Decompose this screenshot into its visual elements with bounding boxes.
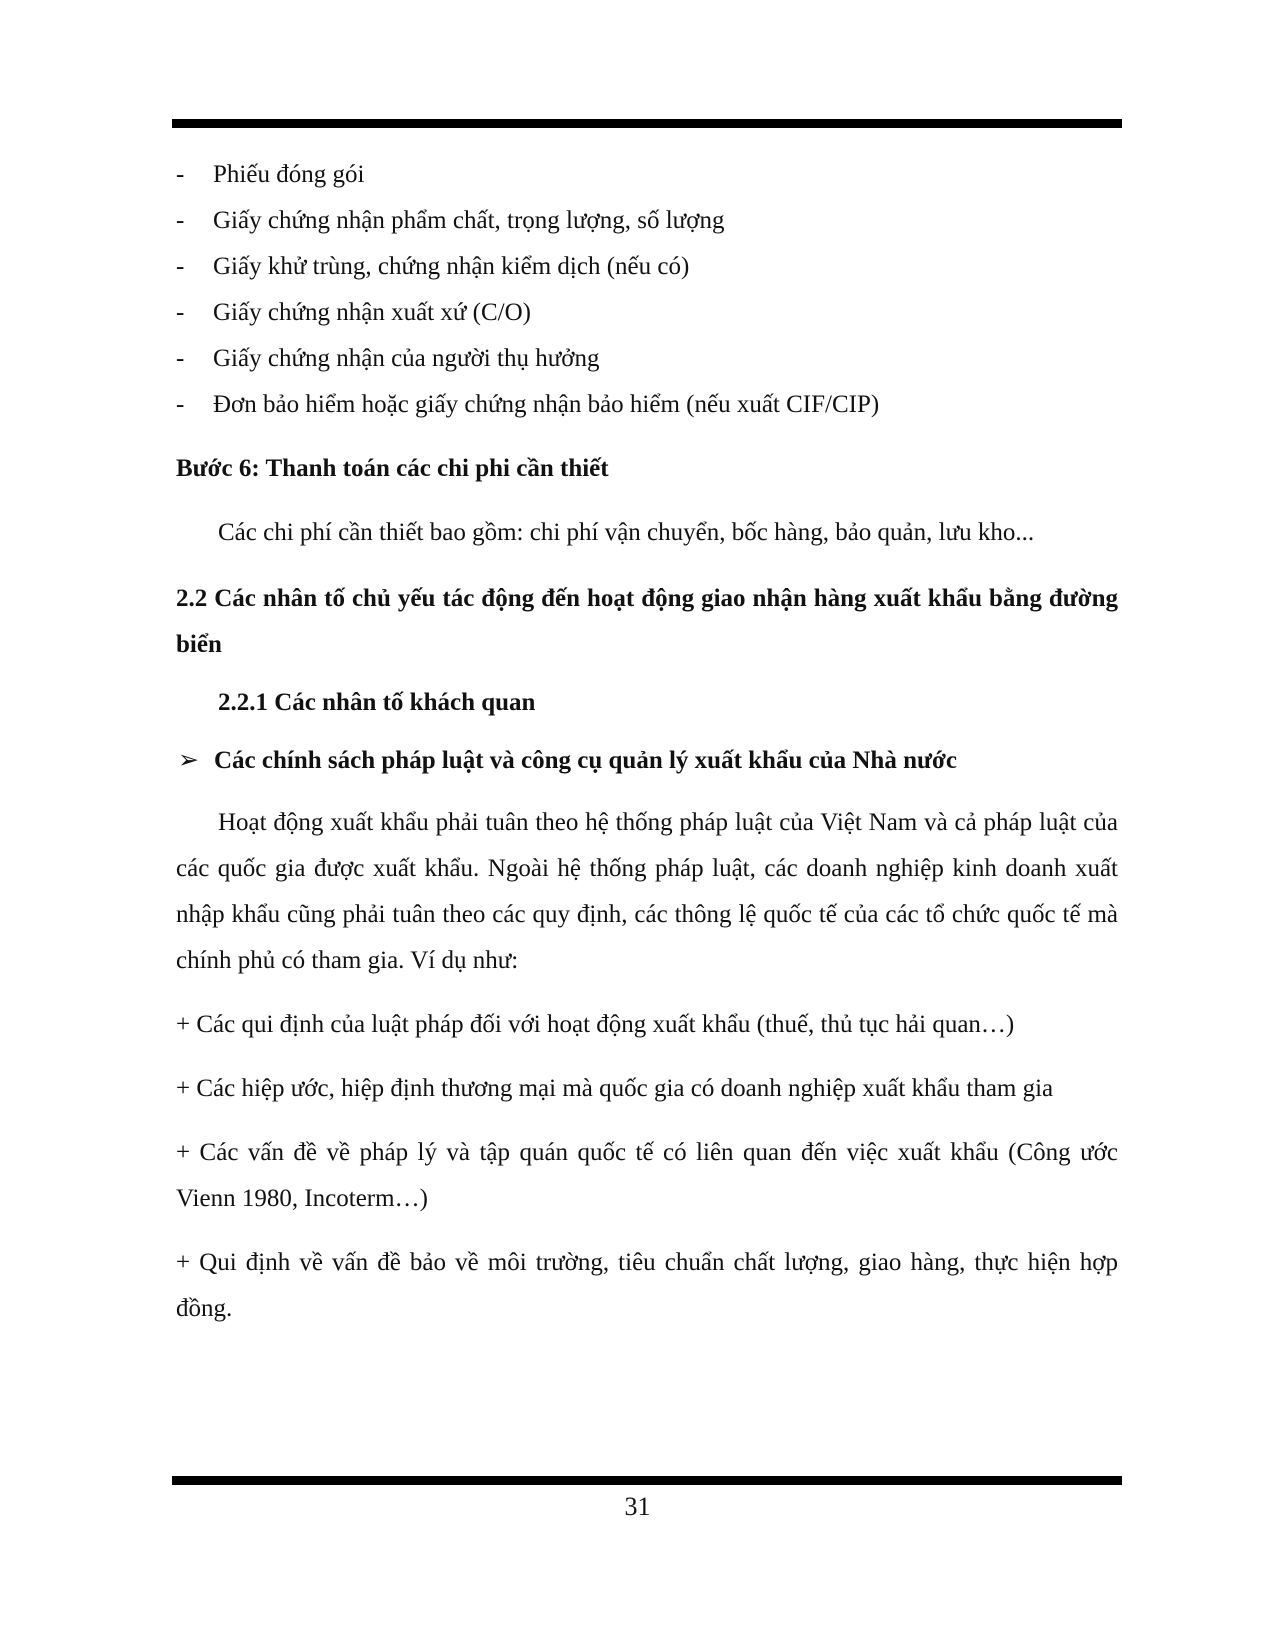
arrow-heading-row (176, 738, 1118, 784)
dash-marker: - (176, 161, 185, 188)
list-item (176, 336, 1118, 382)
list-item (176, 382, 1118, 428)
list-item-text: Giấy chứng nhận của người thụ hưởng (213, 345, 600, 372)
list-item-text: Giấy khử trùng, chứng nhận kiểm dịch (nếu có) (213, 253, 690, 280)
step-6-heading: Bước 6: Thanh toán các chi phi cần thiết (176, 455, 609, 482)
dash-marker: - (176, 299, 185, 326)
dash-marker: - (176, 253, 185, 280)
dash-marker: - (176, 345, 185, 372)
page-content (176, 152, 1118, 1332)
subsection-heading: 2.2.1 Các nhân tố khách quan (218, 689, 536, 716)
list-item-text: Đơn bảo hiểm hoặc giấy chứng nhận bảo hiểm (nếu xuất CIF/CIP) (213, 391, 880, 418)
list-item-text: Phiếu đóng gói (213, 161, 365, 188)
footer-rule (172, 1476, 1122, 1485)
dash-marker: - (176, 207, 185, 234)
plus-item: + Qui định về vấn đề bảo về môi trường, tiêu chuẩn chất lượng, giao hàng, thực hiện hợp đồng. (176, 1249, 1118, 1322)
document-list (176, 152, 1118, 428)
body-paragraph: Hoạt động xuất khẩu phải tuân theo hệ thống pháp luật của Việt Nam và cả pháp luật của các quốc gia được xuất khẩu. Ngoài hệ thống pháp luật, các doanh nghiệp kinh doanh xuất nhập khẩu cũng phải tuân theo các quy định, các thông lệ quốc tế của các tổ chức quốc tế mà chính phủ có tham gia. Ví dụ như: (176, 809, 1118, 974)
page-number: 31 (624, 1492, 651, 1521)
plus-item: + Các vấn đề về pháp lý và tập quán quốc tế có liên quan đến việc xuất khẩu (Công ước Vienn 1980, Incoterm…) (176, 1139, 1118, 1212)
list-item-text: Giấy chứng nhận xuất xứ (C/O) (213, 299, 532, 326)
step-6-text: Các chi phí cần thiết bao gồm: chi phí vận chuyển, bốc hàng, bảo quản, lưu kho... (218, 519, 1035, 546)
list-item (176, 290, 1118, 336)
plus-item: + Các hiệp ước, hiệp định thương mại mà quốc gia có doanh nghiệp xuất khẩu tham gia (176, 1075, 1054, 1102)
section-heading: 2.2 Các nhân tố chủ yếu tác động đến hoạt động giao nhận hàng xuất khẩu bằng đường biển (176, 585, 1118, 658)
plus-item: + Các qui định của luật pháp đối với hoạt động xuất khẩu (thuế, thủ tục hải quan…) (176, 1011, 1015, 1038)
list-item-text: Giấy chứng nhận phẩm chất, trọng lượng, số lượng (213, 207, 725, 234)
list-item (176, 244, 1118, 290)
header-rule (172, 119, 1122, 128)
list-item (176, 152, 1118, 198)
arrow-heading: Các chính sách pháp luật và công cụ quản lý xuất khẩu của Nhà nước (214, 747, 957, 774)
dash-marker: - (176, 391, 185, 418)
arrow-bullet-icon: ➢ (178, 747, 199, 774)
list-item (176, 198, 1118, 244)
